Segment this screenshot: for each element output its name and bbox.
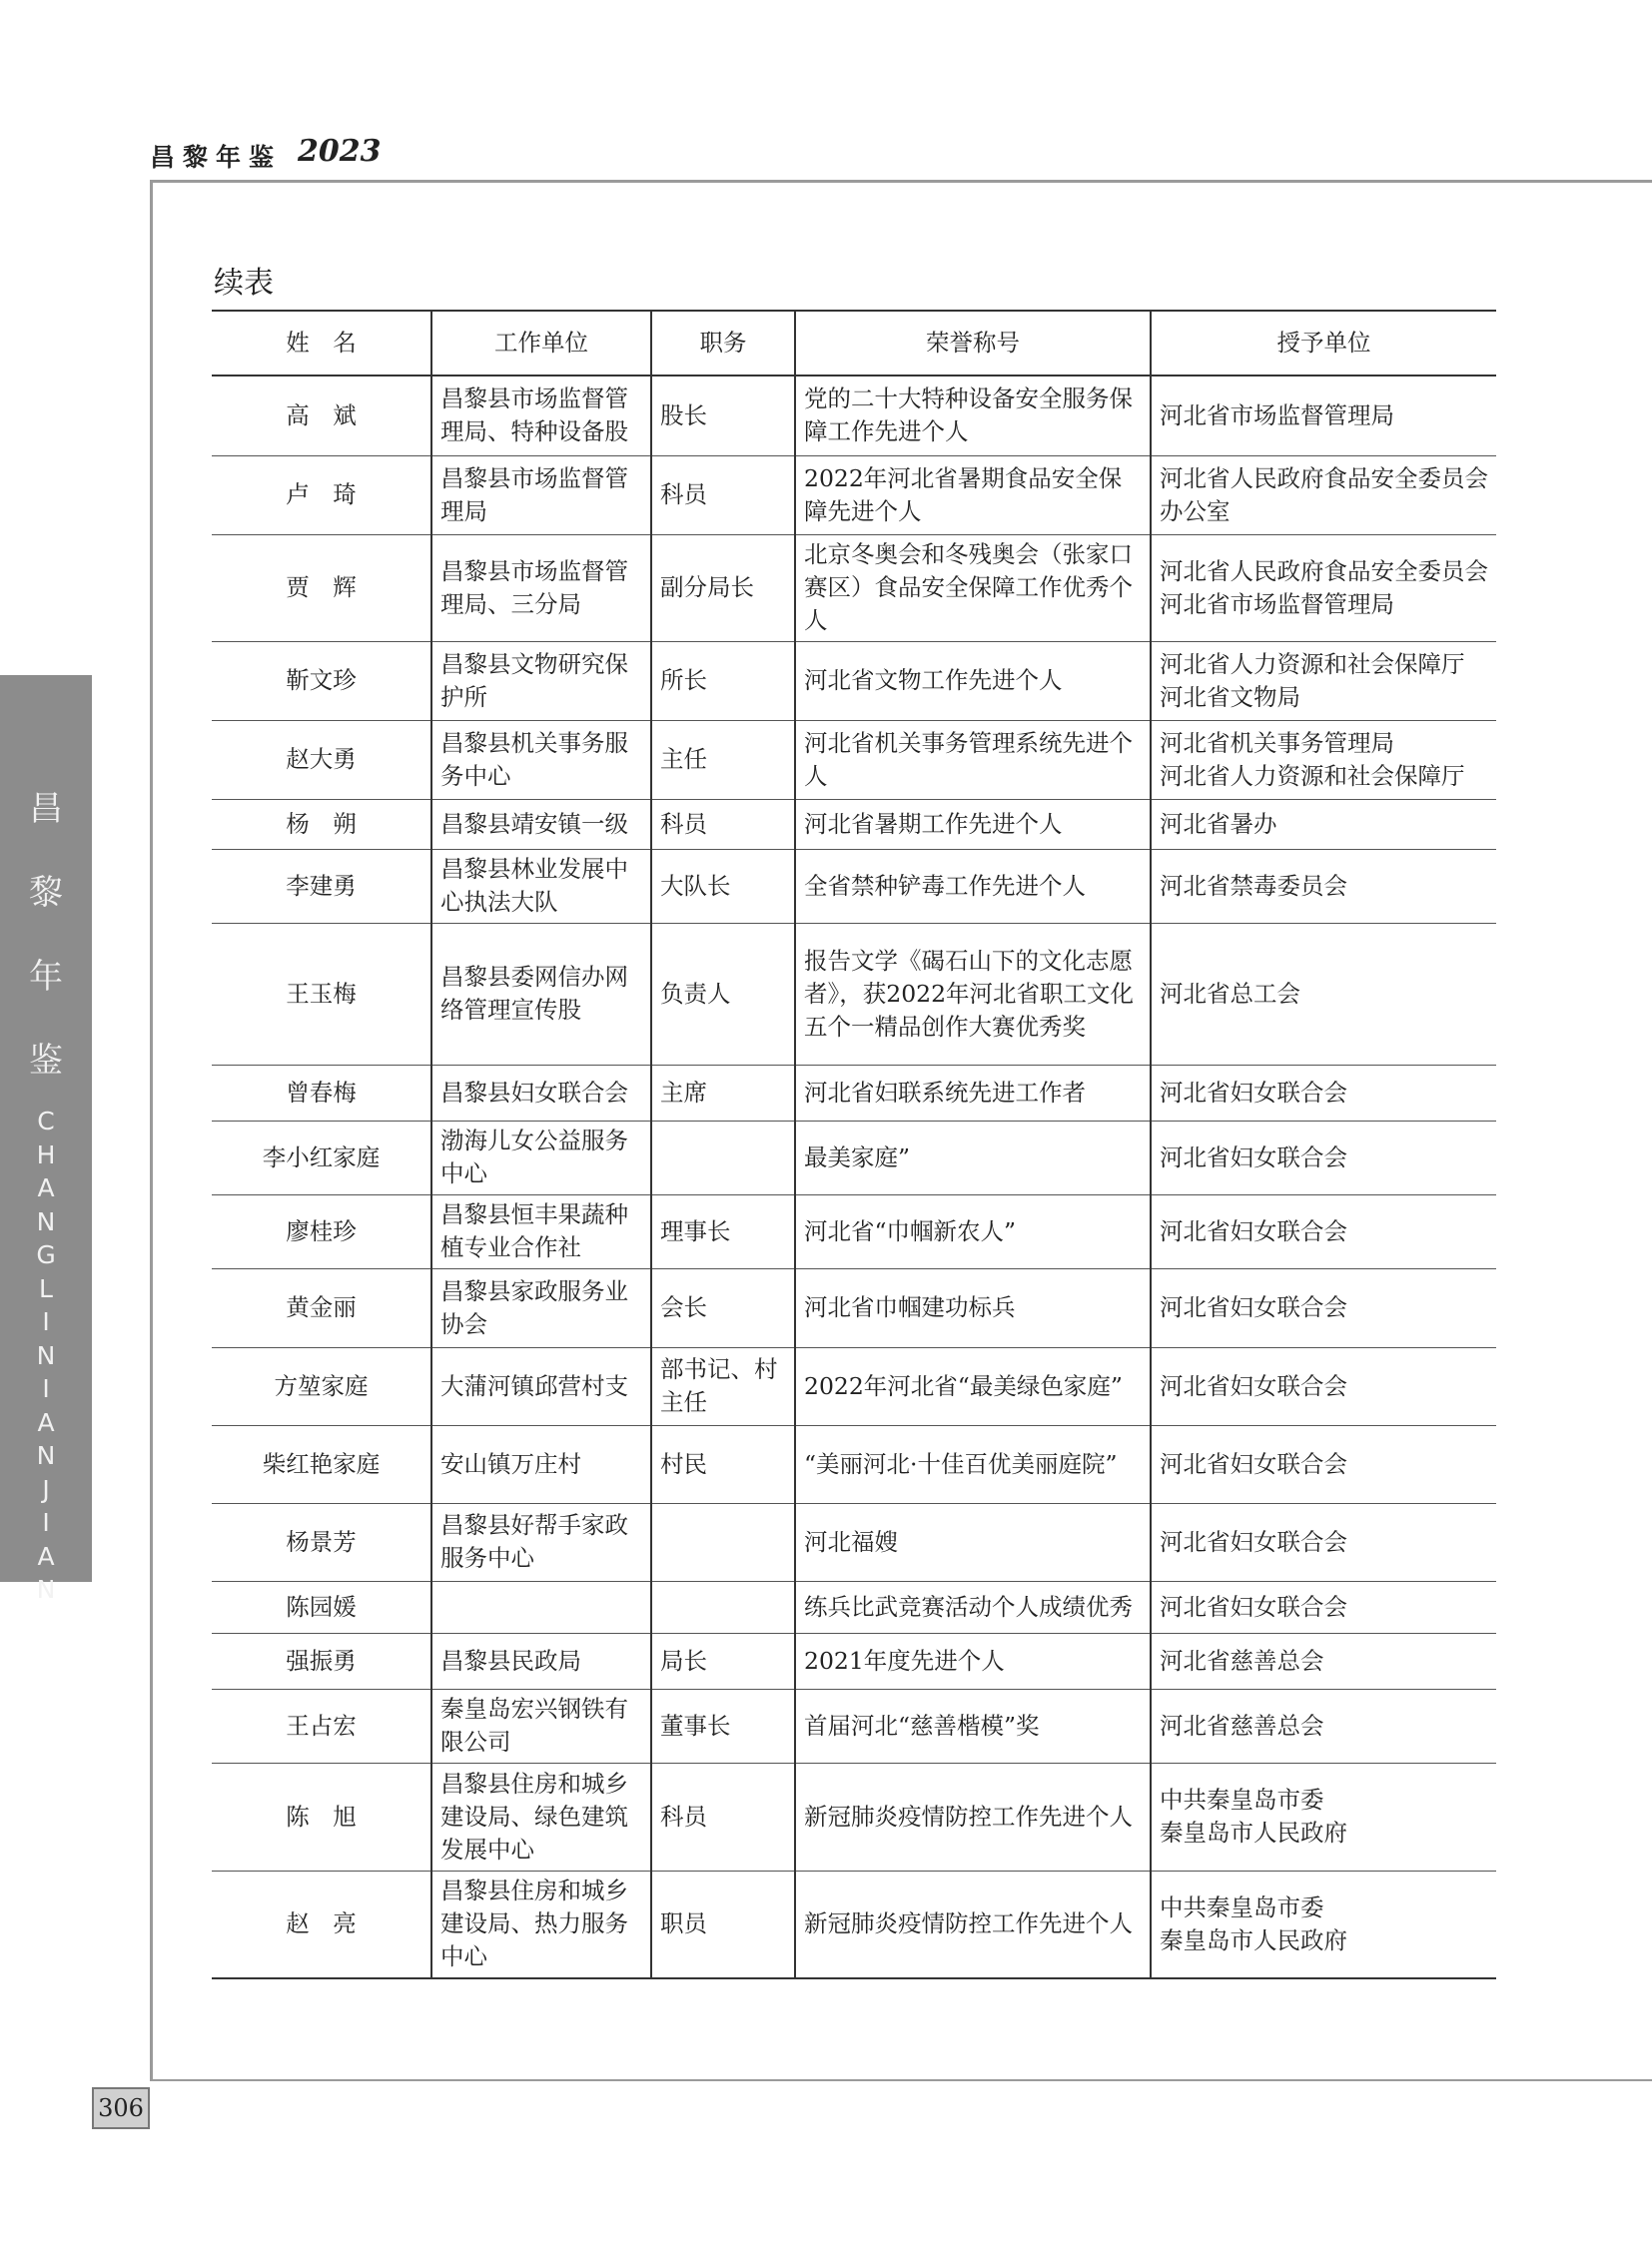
cell-grantor: 河北省妇女联合会 xyxy=(1151,1347,1496,1425)
frame-rule-bottom xyxy=(150,2079,1652,2081)
cell-honor: 河北省“巾帼新农人” xyxy=(795,1194,1151,1268)
cell-position: 所长 xyxy=(651,641,795,720)
cell-grantor: 河北省妇女联合会 xyxy=(1151,1121,1496,1194)
cell-name: 陈园媛 xyxy=(212,1581,431,1633)
cell-honor: 河北省妇联系统先进工作者 xyxy=(795,1065,1151,1121)
table-row xyxy=(212,376,1496,455)
cell-position: 科员 xyxy=(651,799,795,849)
side-letter: A xyxy=(37,1173,55,1202)
cell-grantor: 河北省人力资源和社会保障厅 河北省文物局 xyxy=(1151,641,1496,720)
cell-name: 王玉梅 xyxy=(212,923,431,1065)
cell-name: 柴红艳家庭 xyxy=(212,1425,431,1503)
cell-honor: 全省禁种铲毒工作先进个人 xyxy=(795,849,1151,923)
cell-unit: 昌黎县靖安镇一级 xyxy=(431,799,651,849)
cell-unit: 昌黎县民政局 xyxy=(431,1633,651,1689)
cell-name: 卢 琦 xyxy=(212,455,431,534)
table-row xyxy=(212,1194,1496,1268)
cell-name: 陈 旭 xyxy=(212,1763,431,1871)
side-letter: N xyxy=(36,1340,56,1370)
cell-position: 科员 xyxy=(651,1763,795,1871)
cell-name: 强振勇 xyxy=(212,1633,431,1689)
cell-unit: 昌黎县恒丰果蔬种植专业合作社 xyxy=(431,1194,651,1268)
side-char: 黎 xyxy=(29,873,63,913)
cell-position: 大队长 xyxy=(651,849,795,923)
cell-unit: 昌黎县委网信办网络管理宣传股 xyxy=(431,923,651,1065)
side-letter: I xyxy=(42,1374,50,1403)
side-tab xyxy=(0,675,92,1604)
cell-name: 贾 辉 xyxy=(212,534,431,641)
table-row xyxy=(212,641,1496,720)
table-row xyxy=(212,1268,1496,1347)
cell-grantor: 河北省慈善总会 xyxy=(1151,1689,1496,1763)
cell-name: 方堃家庭 xyxy=(212,1347,431,1425)
table-row xyxy=(212,720,1496,799)
cell-position: 部书记、村主任 xyxy=(651,1347,795,1425)
table-row xyxy=(212,1581,1496,1633)
cell-position: 理事长 xyxy=(651,1194,795,1268)
side-letter: L xyxy=(39,1273,53,1303)
table-body xyxy=(212,376,1496,1978)
yearbook-year: 2023 xyxy=(298,134,382,169)
cell-name: 曾春梅 xyxy=(212,1065,431,1121)
cell-honor: 2022年河北省“最美绿色家庭” xyxy=(795,1347,1151,1425)
cell-unit: 渤海儿女公益服务中心 xyxy=(431,1121,651,1194)
table-row xyxy=(212,1689,1496,1763)
side-letter: J xyxy=(42,1474,50,1504)
header-name: 姓 名 xyxy=(212,311,431,376)
cell-unit: 昌黎县市场监督管理局、特种设备股 xyxy=(431,376,651,455)
cell-position: 董事长 xyxy=(651,1689,795,1763)
cell-unit: 昌黎县住房和城乡建设局、热力服务中心 xyxy=(431,1871,651,1978)
cell-grantor: 河北省妇女联合会 xyxy=(1151,1065,1496,1121)
cell-name: 黄金丽 xyxy=(212,1268,431,1347)
table-row xyxy=(212,1347,1496,1425)
table-row xyxy=(212,849,1496,923)
side-letter: I xyxy=(42,1508,50,1537)
side-letter: I xyxy=(42,1307,50,1336)
cell-name: 赵 亮 xyxy=(212,1871,431,1978)
cell-honor: 2021年度先进个人 xyxy=(795,1633,1151,1689)
side-letter: G xyxy=(36,1240,56,1269)
frame-rule-left xyxy=(150,180,153,2081)
cell-name: 李建勇 xyxy=(212,849,431,923)
cell-unit: 昌黎县住房和城乡建设局、绿色建筑发展中心 xyxy=(431,1763,651,1871)
table-row xyxy=(212,1503,1496,1581)
cell-unit: 昌黎县市场监督管理局、三分局 xyxy=(431,534,651,641)
header-position: 职务 xyxy=(651,311,795,376)
cell-unit: 昌黎县妇女联合会 xyxy=(431,1065,651,1121)
cell-grantor: 河北省慈善总会 xyxy=(1151,1633,1496,1689)
table-row xyxy=(212,923,1496,1065)
cell-honor: 北京冬奥会和冬残奥会（张家口赛区）食品安全保障工作优秀个人 xyxy=(795,534,1151,641)
side-letter: A xyxy=(37,1541,55,1571)
honors-table xyxy=(212,310,1496,1979)
cell-grantor: 河北省妇女联合会 xyxy=(1151,1425,1496,1503)
table-row xyxy=(212,455,1496,534)
side-letter: C xyxy=(37,1107,55,1135)
side-char: 年 xyxy=(29,957,63,997)
cell-name: 廖桂珍 xyxy=(212,1194,431,1268)
cell-position: 主任 xyxy=(651,720,795,799)
cell-honor: 河北省巾帼建功标兵 xyxy=(795,1268,1151,1347)
table-row xyxy=(212,534,1496,641)
cell-honor: 新冠肺炎疫情防控工作先进个人 xyxy=(795,1763,1151,1871)
cell-grantor: 河北省妇女联合会 xyxy=(1151,1581,1496,1633)
cell-position: 股长 xyxy=(651,376,795,455)
side-char: 鉴 xyxy=(29,1041,63,1081)
header-grantor: 授予单位 xyxy=(1151,311,1496,376)
cell-honor: 党的二十大特种设备安全服务保障工作先进个人 xyxy=(795,376,1151,455)
cell-honor: 报告文学《碣石山下的文化志愿者》，获2022年河北省职工文化五个一精品创作大赛优秀奖 xyxy=(795,923,1151,1065)
cell-unit: 昌黎县市场监督管理局 xyxy=(431,455,651,534)
cell-honor: 河北省暑期工作先进个人 xyxy=(795,799,1151,849)
table-row xyxy=(212,1763,1496,1871)
cell-name: 王占宏 xyxy=(212,1689,431,1763)
cell-honor: 2022年河北省暑期食品安全保障先进个人 xyxy=(795,455,1151,534)
cell-position: 村民 xyxy=(651,1425,795,1503)
continued-label: 续表 xyxy=(214,266,274,301)
cell-position: 副分局长 xyxy=(651,534,795,641)
header-honor: 荣誉称号 xyxy=(795,311,1151,376)
cell-unit: 昌黎县好帮手家政服务中心 xyxy=(431,1503,651,1581)
side-letter: N xyxy=(36,1206,56,1236)
page-number: 306 xyxy=(92,2087,150,2129)
cell-honor: 河北省文物工作先进个人 xyxy=(795,641,1151,720)
cell-position xyxy=(651,1121,795,1194)
cell-honor: 新冠肺炎疫情防控工作先进个人 xyxy=(795,1871,1151,1978)
cell-honor: 首届河北“慈善楷模”奖 xyxy=(795,1689,1151,1763)
side-tab-pinyin xyxy=(0,1105,92,1607)
cell-name: 杨景芳 xyxy=(212,1503,431,1581)
cell-grantor: 中共秦皇岛市委 秦皇岛市人民政府 xyxy=(1151,1871,1496,1978)
cell-unit: 秦皇岛宏兴钢铁有限公司 xyxy=(431,1689,651,1763)
cell-unit: 昌黎县家政服务业协会 xyxy=(431,1268,651,1347)
cell-honor: 练兵比武竞赛活动个人成绩优秀 xyxy=(795,1581,1151,1633)
cell-unit xyxy=(431,1581,651,1633)
cell-grantor: 河北省妇女联合会 xyxy=(1151,1268,1496,1347)
cell-position: 科员 xyxy=(651,455,795,534)
cell-grantor: 河北省妇女联合会 xyxy=(1151,1194,1496,1268)
cell-grantor: 河北省人民政府食品安全委员会办公室 xyxy=(1151,455,1496,534)
side-letter: N xyxy=(36,1575,56,1604)
table-row xyxy=(212,1425,1496,1503)
cell-grantor: 中共秦皇岛市委 秦皇岛市人民政府 xyxy=(1151,1763,1496,1871)
cell-unit: 昌黎县文物研究保护所 xyxy=(431,641,651,720)
table-row xyxy=(212,1871,1496,1978)
side-letter: H xyxy=(36,1139,56,1169)
header-unit: 工作单位 xyxy=(431,311,651,376)
cell-honor: 河北福嫂 xyxy=(795,1503,1151,1581)
cell-name: 李小红家庭 xyxy=(212,1121,431,1194)
cell-unit: 安山镇万庄村 xyxy=(431,1425,651,1503)
cell-grantor: 河北省妇女联合会 xyxy=(1151,1503,1496,1581)
cell-name: 高 斌 xyxy=(212,376,431,455)
table-row xyxy=(212,799,1496,849)
cell-position xyxy=(651,1581,795,1633)
side-tab-chinese xyxy=(0,767,92,1103)
cell-unit: 昌黎县林业发展中心执法大队 xyxy=(431,849,651,923)
cell-name: 杨 朔 xyxy=(212,799,431,849)
frame-rule-top xyxy=(150,180,1652,183)
table-row xyxy=(212,1121,1496,1194)
table-row xyxy=(212,1633,1496,1689)
cell-position: 职员 xyxy=(651,1871,795,1978)
cell-grantor: 河北省总工会 xyxy=(1151,923,1496,1065)
cell-unit: 昌黎县机关事务服务中心 xyxy=(431,720,651,799)
cell-grantor: 河北省暑办 xyxy=(1151,799,1496,849)
side-char: 昌 xyxy=(29,789,63,829)
yearbook-title: 昌黎年鉴 xyxy=(150,143,283,172)
table-header-row xyxy=(212,311,1496,376)
cell-name: 靳文珍 xyxy=(212,641,431,720)
cell-grantor: 河北省机关事务管理局 河北省人力资源和社会保障厅 xyxy=(1151,720,1496,799)
cell-grantor: 河北省禁毒委员会 xyxy=(1151,849,1496,923)
cell-position: 局长 xyxy=(651,1633,795,1689)
cell-honor: “美丽河北·十佳百优美丽庭院” xyxy=(795,1425,1151,1503)
cell-position: 主席 xyxy=(651,1065,795,1121)
table-row xyxy=(212,1065,1496,1121)
side-letter: A xyxy=(37,1407,55,1437)
cell-grantor: 河北省人民政府食品安全委员会 河北省市场监督管理局 xyxy=(1151,534,1496,641)
cell-honor: 河北省机关事务管理系统先进个人 xyxy=(795,720,1151,799)
cell-position: 负责人 xyxy=(651,923,795,1065)
cell-position xyxy=(651,1503,795,1581)
cell-unit: 大蒲河镇邱营村支 xyxy=(431,1347,651,1425)
cell-position: 会长 xyxy=(651,1268,795,1347)
side-letter: N xyxy=(36,1441,56,1470)
cell-honor: 最美家庭” xyxy=(795,1121,1151,1194)
cell-name: 赵大勇 xyxy=(212,720,431,799)
cell-grantor: 河北省市场监督管理局 xyxy=(1151,376,1496,455)
